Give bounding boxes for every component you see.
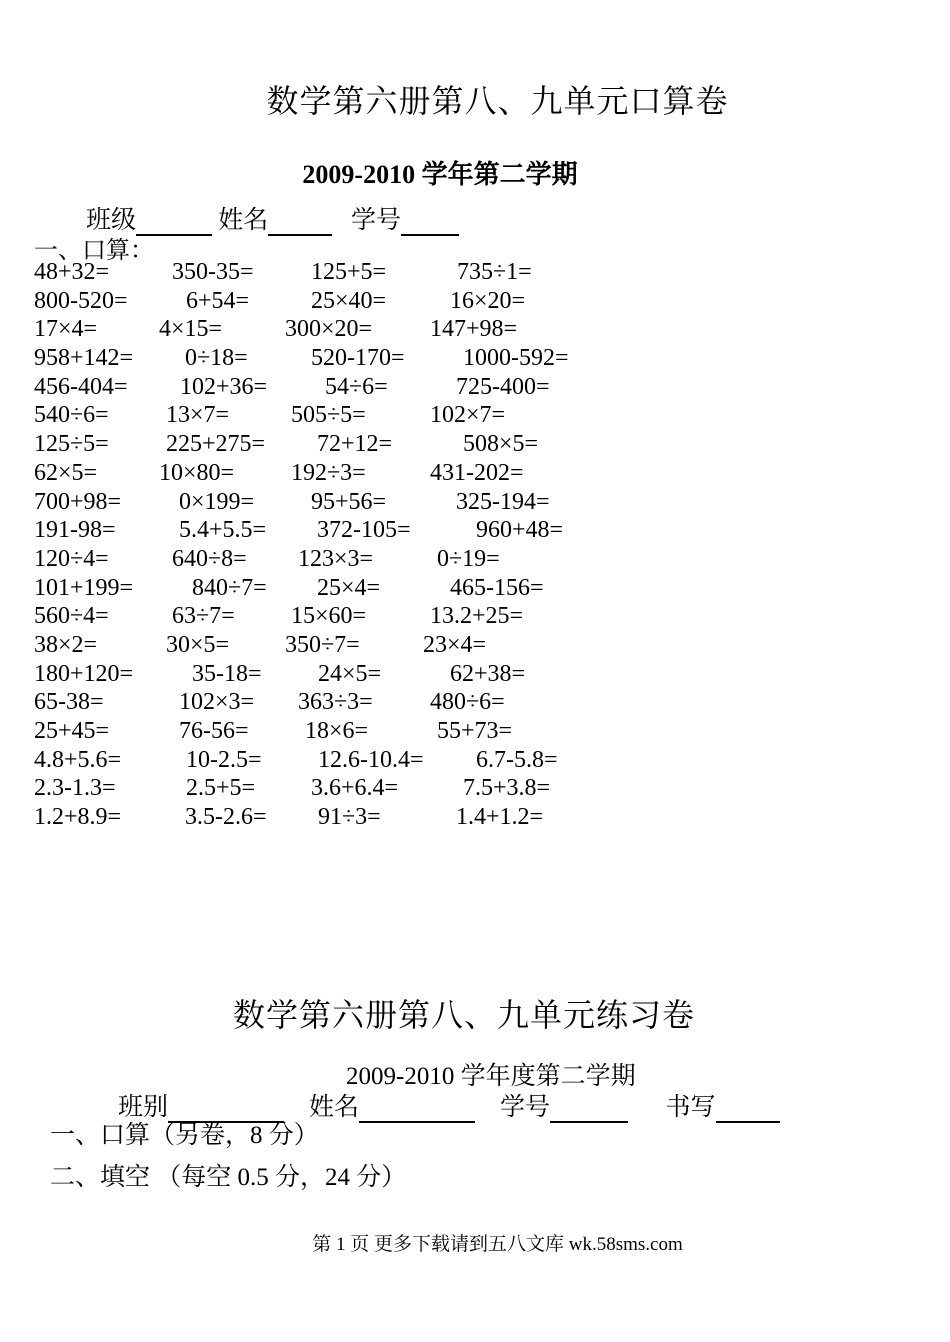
arithmetic-problem: 431-202=	[430, 459, 524, 486]
arithmetic-problem: 350÷7=	[285, 631, 360, 658]
problem-row	[0, 287, 950, 316]
problem-row	[0, 774, 950, 803]
arithmetic-problem: 456-404=	[34, 373, 128, 400]
arithmetic-problem: 180+120=	[34, 660, 134, 687]
arithmetic-problem: 25+45=	[34, 718, 110, 744]
arithmetic-problem: 800-520=	[34, 287, 128, 314]
problem-row	[0, 746, 950, 775]
student-id-blank-2	[550, 1097, 628, 1123]
arithmetic-problem: 6.7-5.8=	[476, 746, 558, 773]
arithmetic-problem: 54÷6=	[325, 373, 388, 400]
student-id-label-2: 学号	[500, 1094, 551, 1121]
arithmetic-problem: 505÷5=	[291, 402, 366, 429]
arithmetic-problem: 62×5=	[34, 459, 98, 486]
arithmetic-problem: 480÷6=	[430, 689, 505, 716]
arithmetic-problem: 225+275=	[166, 431, 266, 458]
arithmetic-problem: 63÷7=	[172, 603, 235, 630]
page-footer: 第 1 页 更多下载请到五八文库 wk.58sms.com	[312, 1234, 683, 1255]
section-oral-note: 一、口算（另卷，8 分）	[50, 1122, 319, 1149]
arithmetic-problem: 101+199=	[34, 574, 134, 601]
oral-test-title: 数学第六册第八、九单元口算卷	[266, 83, 729, 119]
arithmetic-problem: 0×199=	[179, 488, 255, 515]
arithmetic-problem: 372-105=	[317, 517, 411, 544]
arithmetic-problem: 102×7=	[430, 402, 506, 429]
arithmetic-problem: 1.4+1.2=	[456, 804, 544, 831]
arithmetic-problem: 102+36=	[180, 373, 268, 400]
problem-row	[0, 344, 950, 373]
problem-row	[0, 717, 950, 746]
arithmetic-problem: 958+142=	[34, 345, 134, 372]
name-label-2: 姓名	[309, 1094, 360, 1121]
class-label-2: 班别	[118, 1094, 169, 1121]
arithmetic-problem: 0÷19=	[437, 545, 500, 572]
arithmetic-problem: 123×3=	[298, 545, 374, 572]
arithmetic-problem: 1.2+8.9=	[34, 804, 122, 831]
arithmetic-problem: 102×3=	[179, 689, 255, 716]
arithmetic-problem: 65-38=	[34, 689, 104, 716]
arithmetic-problem: 960+48=	[476, 517, 564, 544]
name-label: 姓名	[218, 207, 269, 234]
problem-list	[0, 258, 950, 832]
arithmetic-problem: 191-98=	[34, 517, 116, 544]
oral-test-subtitle: 2009-2010 学年第二学期	[302, 160, 578, 189]
arithmetic-problem: 4×15=	[159, 316, 223, 343]
arithmetic-problem: 120÷4=	[34, 545, 109, 572]
arithmetic-problem: 540÷6=	[34, 402, 109, 429]
arithmetic-problem: 2.5+5=	[186, 775, 256, 802]
arithmetic-problem: 13×7=	[166, 402, 230, 429]
arithmetic-problem: 300×20=	[285, 316, 373, 343]
arithmetic-problem: 72+12=	[317, 431, 393, 458]
arithmetic-problem: 735÷1=	[457, 259, 532, 285]
arithmetic-problem: 13.2+25=	[430, 603, 524, 630]
practice-test-title: 数学第六册第八、九单元练习卷	[232, 997, 695, 1033]
arithmetic-problem: 125÷5=	[34, 431, 109, 458]
arithmetic-problem: 363÷3=	[298, 689, 373, 716]
problem-row	[0, 315, 950, 344]
problem-row	[0, 688, 950, 717]
problem-row	[0, 574, 950, 603]
problem-row	[0, 545, 950, 574]
arithmetic-problem: 560÷4=	[34, 603, 109, 630]
student-id-blank	[401, 210, 459, 236]
arithmetic-problem: 325-194=	[456, 488, 550, 515]
arithmetic-problem: 62+38=	[450, 660, 526, 687]
arithmetic-problem: 465-156=	[450, 574, 544, 601]
arithmetic-problem: 147+98=	[430, 316, 518, 343]
arithmetic-problem: 5.4+5.5=	[179, 517, 267, 544]
arithmetic-problem: 38×2=	[34, 631, 98, 658]
arithmetic-problem: 1000-592=	[463, 345, 569, 372]
arithmetic-problem: 91÷3=	[318, 804, 381, 831]
arithmetic-problem: 0÷18=	[185, 345, 248, 372]
arithmetic-problem: 15×60=	[291, 603, 367, 630]
problem-row	[0, 631, 950, 660]
problem-row	[0, 430, 950, 459]
arithmetic-problem: 725-400=	[456, 373, 550, 400]
problem-row	[0, 602, 950, 631]
arithmetic-problem: 125+5=	[311, 259, 387, 285]
arithmetic-problem: 30×5=	[166, 631, 230, 658]
arithmetic-problem: 35-18=	[192, 660, 262, 687]
arithmetic-problem: 3.6+6.4=	[311, 775, 399, 802]
arithmetic-problem: 2.3-1.3=	[34, 775, 116, 802]
arithmetic-problem: 12.6-10.4=	[318, 746, 424, 773]
arithmetic-problem: 23×4=	[423, 631, 487, 658]
class-label: 班级	[86, 207, 137, 234]
arithmetic-problem: 6+54=	[186, 287, 250, 314]
arithmetic-problem: 640÷8=	[172, 545, 247, 572]
arithmetic-problem: 10-2.5=	[186, 746, 262, 773]
problem-row	[0, 516, 950, 545]
arithmetic-problem: 3.5-2.6=	[185, 804, 267, 831]
arithmetic-problem: 18×6=	[305, 718, 369, 744]
arithmetic-problem: 840÷7=	[192, 574, 267, 601]
arithmetic-problem: 25×40=	[311, 287, 387, 314]
name-blank-2	[359, 1097, 475, 1123]
arithmetic-problem: 48+32=	[34, 259, 110, 285]
arithmetic-problem: 4.8+5.6=	[34, 746, 122, 773]
arithmetic-problem: 24×5=	[318, 660, 382, 687]
arithmetic-problem: 16×20=	[450, 287, 526, 314]
problem-row	[0, 373, 950, 402]
writing-label: 书写	[665, 1094, 716, 1121]
arithmetic-problem: 25×4=	[317, 574, 381, 601]
arithmetic-problem: 95+56=	[311, 488, 387, 515]
practice-test-subtitle: 2009-2010 学年度第二学期	[346, 1063, 636, 1090]
section-fill-in-heading: 二、填空 （每空 0.5 分，24 分）	[50, 1164, 407, 1191]
problem-row	[0, 488, 950, 517]
student-id-label: 学号	[351, 207, 402, 234]
writing-blank	[716, 1097, 780, 1123]
arithmetic-problem: 76-56=	[179, 718, 249, 744]
problem-row	[0, 258, 950, 287]
arithmetic-problem: 350-35=	[172, 259, 254, 285]
arithmetic-problem: 10×80=	[159, 459, 235, 486]
arithmetic-problem: 55+73=	[437, 718, 513, 744]
arithmetic-problem: 17×4=	[34, 316, 98, 343]
problem-row	[0, 401, 950, 430]
problem-row	[0, 660, 950, 689]
section-oral-arithmetic-heading: 一、口算：	[34, 238, 154, 264]
arithmetic-problem: 192÷3=	[291, 459, 366, 486]
problem-row	[0, 459, 950, 488]
problem-row	[0, 803, 950, 832]
name-blank	[268, 210, 332, 236]
arithmetic-problem: 700+98=	[34, 488, 122, 515]
arithmetic-problem: 520-170=	[311, 345, 405, 372]
arithmetic-problem: 508×5=	[463, 431, 539, 458]
arithmetic-problem: 7.5+3.8=	[463, 775, 551, 802]
